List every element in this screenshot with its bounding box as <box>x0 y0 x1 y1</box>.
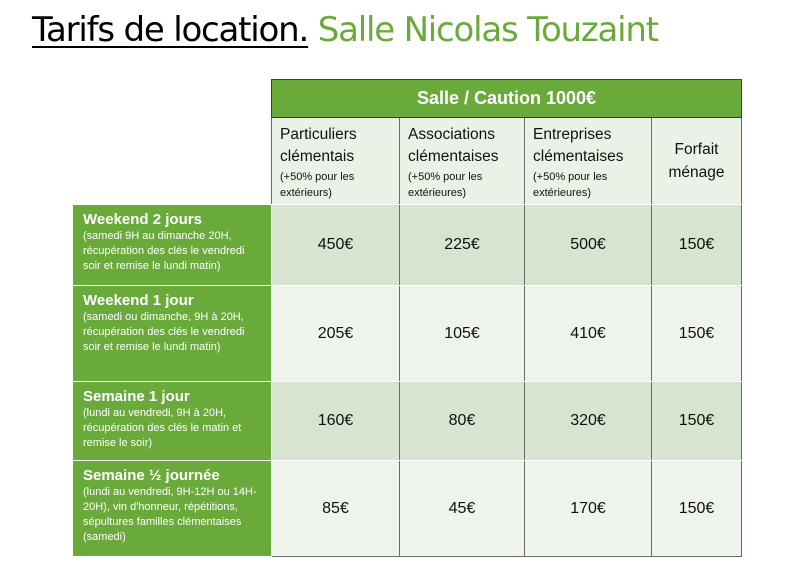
row-header-weekend-1-jour <box>73 286 272 382</box>
column-note: (+50% pour les extérieures) <box>533 171 608 199</box>
table-row <box>73 205 742 286</box>
row-header-semaine-demi-journee <box>73 461 272 557</box>
price-cell: 150€ <box>652 286 742 382</box>
table-row <box>73 382 742 461</box>
price-cell: 150€ <box>652 382 742 461</box>
title-main: Tarifs de location. <box>32 10 309 50</box>
column-header-particuliers <box>272 118 400 205</box>
price-cell: 170€ <box>525 461 652 557</box>
price-cell: 105€ <box>400 286 525 382</box>
header-row-group <box>73 80 742 118</box>
column-label: Particuliers clémentais <box>280 126 357 165</box>
price-cell: 150€ <box>652 461 742 557</box>
row-title: Weekend 1 jour <box>83 292 194 309</box>
price-cell: 205€ <box>272 286 400 382</box>
price-cell: 45€ <box>400 461 525 557</box>
row-header-semaine-1-jour <box>73 382 272 461</box>
salle-caution-header: Salle / Caution 1000€ <box>272 80 742 118</box>
price-cell: 320€ <box>525 382 652 461</box>
price-cell: 225€ <box>400 205 525 286</box>
price-cell: 410€ <box>525 286 652 382</box>
price-cell: 150€ <box>652 205 742 286</box>
pricing-table <box>72 79 742 557</box>
row-title: Weekend 2 jours <box>83 211 202 228</box>
row-title: Semaine 1 jour <box>83 388 190 405</box>
row-note: (lundi au vendredi, 9H-12H ou 14H-20H), vin d'honneur, répétitions, sépultures familles clémentaises (samedi) <box>83 486 257 543</box>
column-label: Entreprises clémentaises <box>533 126 624 165</box>
corner-blank <box>73 80 272 205</box>
price-cell: 85€ <box>272 461 400 557</box>
price-cell: 450€ <box>272 205 400 286</box>
price-cell: 80€ <box>400 382 525 461</box>
row-note: (samedi 9H au dimanche 20H, récupération des clés le vendredi soir et remise le lundi matin) <box>83 230 245 272</box>
column-note: (+50% pour les extérieures) <box>408 171 483 199</box>
price-cell: 500€ <box>525 205 652 286</box>
table-row <box>73 286 742 382</box>
column-header-forfait-menage <box>652 118 742 205</box>
column-label: Associations clémentaises <box>408 126 499 165</box>
row-header-weekend-2-jours <box>73 205 272 286</box>
page-title <box>32 6 658 54</box>
column-header-entreprises <box>525 118 652 205</box>
table-row <box>73 461 742 557</box>
column-header-associations <box>400 118 525 205</box>
row-note: (samedi ou dimanche, 9H à 20H, récupération des clés le vendredi soir et remise le lundi matin) <box>83 311 245 353</box>
row-title: Semaine ½ journée <box>83 467 220 484</box>
price-cell: 160€ <box>272 382 400 461</box>
column-note: (+50% pour les extérieurs) <box>280 171 355 199</box>
title-venue: Salle Nicolas Touzaint <box>317 10 658 50</box>
row-note: (lundi au vendredi, 9H à 20H, récupération des clés le matin et remise le soir) <box>83 407 242 449</box>
column-label: Forfait ménage <box>668 141 725 181</box>
